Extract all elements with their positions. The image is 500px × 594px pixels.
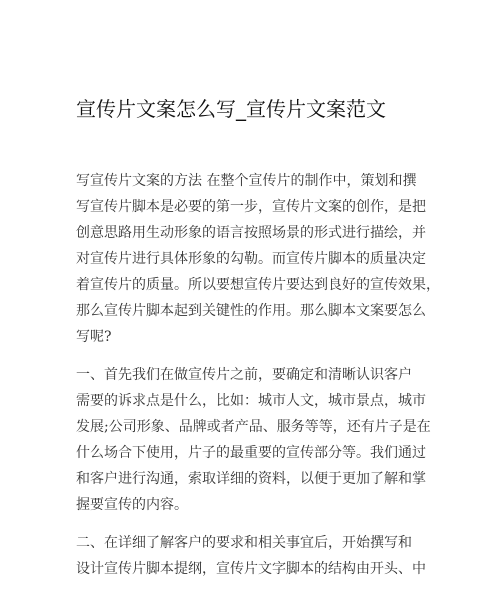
paragraph-1 bbox=[76, 168, 440, 350]
text-line: 创意思路用生动形象的语言按照场景的形式进行描绘，并 bbox=[76, 225, 426, 241]
text-line: 对宣传片进行具体形象的勾勒。而宣传片脚本的质量决定 bbox=[76, 251, 426, 267]
text-line: 设计宣传片脚本提纲，宣传片文字脚本的结构由开头、中 bbox=[76, 561, 426, 577]
text-line: 握要宣传的内容。 bbox=[76, 497, 188, 513]
text-line: 那么宣传片脚本起到关键性的作用。那么脚本文案要怎么 bbox=[76, 303, 426, 319]
text-line: 写宣传片文案的方法 在整个宣传片的制作中，策划和撰 bbox=[76, 173, 417, 189]
text-line: 写宣传片脚本是必要的第一步，宣传片文案的创作，是把 bbox=[76, 199, 426, 215]
text-line: 和客户进行沟通，索取详细的资料，以便于更加了解和掌 bbox=[76, 471, 426, 487]
paragraph-2 bbox=[76, 362, 431, 518]
text-line: 什么场合下使用，片子的最重要的宣传部分等。我们通过 bbox=[76, 445, 426, 461]
document-body bbox=[76, 168, 440, 594]
text-line: 需要的诉求点是什么，比如：城市人文，城市景点，城市 bbox=[76, 393, 426, 409]
document-title: 宣传片文案怎么写_宣传片文案范文 bbox=[76, 97, 386, 121]
text-line: 写呢? bbox=[76, 329, 112, 345]
text-line: 着宣传片的质量。所以要想宣传片要达到良好的宣传效果， bbox=[76, 277, 440, 293]
text-line: 一、首先我们在做宣传片之前，要确定和清晰认识客户 bbox=[76, 367, 412, 383]
text-line: 二、在详细了解客户的要求和相关事宜后，开始撰写和 bbox=[76, 535, 412, 551]
text-line: 发展;公司形象、品牌或者产品、服务等等，还有片子是在 bbox=[76, 419, 431, 435]
paragraph-3 bbox=[76, 530, 426, 582]
